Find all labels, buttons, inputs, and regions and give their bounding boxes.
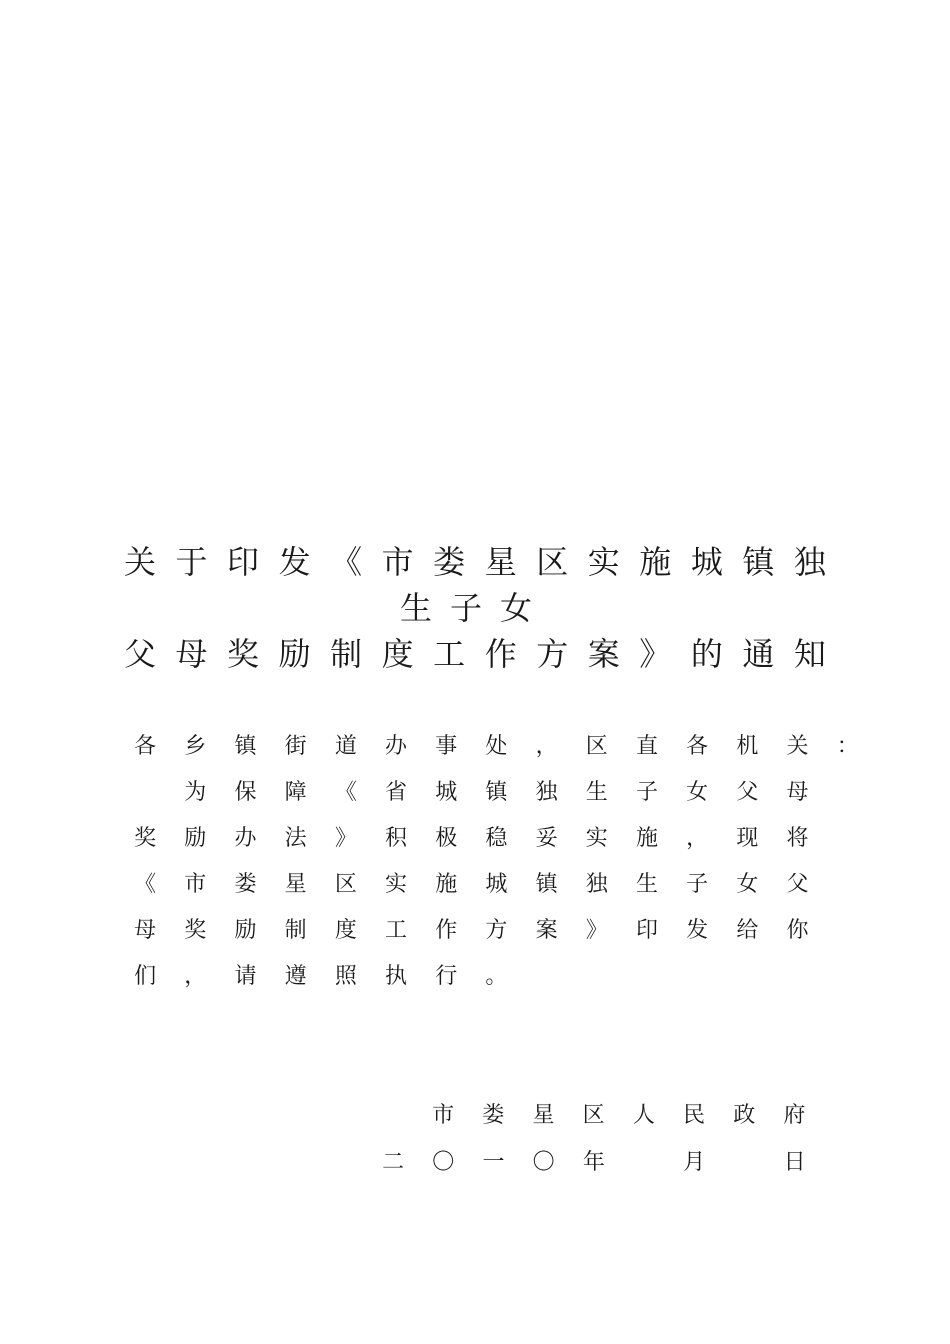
char-cell: 星 [484,543,517,581]
char-cell: 娄 [433,543,466,581]
char-cell: 女 [686,780,709,805]
char-cell: 父 [736,780,759,805]
char-cell: ， [686,826,709,851]
char-cell: 奖 [184,918,207,943]
char-cell: 民 [683,1103,706,1128]
char-cell: 度 [334,918,357,943]
char-cell: 子 [635,780,658,805]
char-cell [120,778,170,808]
char-cell: 星 [284,872,307,897]
char-cell: 区 [536,543,569,581]
char-cell: 区 [582,1103,605,1128]
char-cell: 城 [690,543,723,581]
char-cell: 方 [485,918,508,943]
char-cell: 一 [482,1150,505,1175]
char-cell: 积 [385,826,408,851]
char-cell: 办 [234,826,257,851]
char-cell: 》 [585,918,608,943]
char-cell: 案 [587,635,620,673]
char-cell: ， [535,734,558,759]
char-cell: 独 [585,872,608,897]
char-cell: 将 [786,826,809,851]
char-cell: 府 [783,1103,806,1128]
char-cell: 励 [278,635,311,673]
char-cell: 《 [330,543,363,581]
body-line-4 [120,916,823,946]
char-cell: 法 [284,826,307,851]
char-cell: 独 [793,543,826,581]
char-cell: 现 [736,826,759,851]
char-cell: 施 [635,826,658,851]
char-cell: 日 [783,1150,806,1175]
document-title-line-2: 生子女 [399,589,550,627]
char-cell: 通 [742,635,775,673]
char-cell: 实 [385,872,408,897]
document-title-line-1 [120,542,830,582]
char-cell: 案 [535,918,558,943]
char-cell [719,1148,769,1178]
char-cell: 事 [435,734,458,759]
char-cell: ： [836,734,859,759]
char-cell: 你 [786,918,809,943]
char-cell: 制 [330,635,363,673]
char-cell: 工 [433,635,466,673]
char-cell: 制 [284,918,307,943]
char-cell: 作 [435,918,458,943]
char-cell: 生 [585,780,608,805]
char-cell: 印 [227,543,260,581]
char-cell: 生 [635,872,658,897]
char-cell: 区 [585,734,608,759]
char-cell: 励 [184,826,207,851]
char-cell: 们 [134,964,157,989]
char-cell: 子 [686,872,709,897]
char-cell: 乡 [184,734,207,759]
char-cell: 镇 [234,734,257,759]
char-cell: 的 [690,635,723,673]
body-line-5 [120,962,522,992]
char-cell: 办 [385,734,408,759]
salutation [120,732,873,762]
char-cell: 独 [535,780,558,805]
char-cell: 障 [284,780,307,805]
char-cell: 《 [134,872,157,897]
char-cell: 女 [736,872,759,897]
char-cell: 区 [334,872,357,897]
char-cell: 极 [435,826,458,851]
char-cell: 遵 [284,964,307,989]
signature-org [418,1101,820,1131]
char-cell: 执 [385,964,408,989]
char-cell: 各 [686,734,709,759]
char-cell: 机 [736,734,759,759]
char-cell: 父 [123,635,156,673]
char-cell: 政 [733,1103,756,1128]
char-cell: 年 [582,1150,605,1175]
char-cell: 照 [334,964,357,989]
char-cell: 工 [385,918,408,943]
char-cell: 实 [587,543,620,581]
char-cell: 发 [278,543,311,581]
char-cell: 处 [485,734,508,759]
char-cell: 为 [184,780,207,805]
char-cell: 请 [234,964,257,989]
char-cell: 人 [632,1103,655,1128]
char-cell: 知 [793,635,826,673]
char-cell: 励 [234,918,257,943]
char-cell: 城 [485,872,508,897]
char-cell: 稳 [485,826,508,851]
char-cell: 二 [382,1150,405,1175]
char-cell: 度 [381,635,414,673]
char-cell: ， [184,964,207,989]
char-cell: 妥 [535,826,558,851]
char-cell: 施 [639,543,672,581]
char-cell: 奖 [134,826,157,851]
char-cell: 市 [432,1103,455,1128]
char-cell: 〇 [432,1150,455,1175]
char-cell: 直 [635,734,658,759]
char-cell: 印 [635,918,658,943]
char-cell: 发 [686,918,709,943]
char-cell: 市 [381,543,414,581]
char-cell: 镇 [535,872,558,897]
char-cell: 实 [585,826,608,851]
char-cell: 月 [683,1150,706,1175]
document-title-line-3 [120,634,830,674]
char-cell: 市 [184,872,207,897]
body-line-2 [120,824,823,854]
char-cell: 父 [786,872,809,897]
char-cell: 省 [385,780,408,805]
char-cell [619,1148,669,1178]
char-cell: 道 [334,734,357,759]
char-cell: 作 [484,635,517,673]
char-cell: 行 [435,964,458,989]
signature-date [368,1148,820,1178]
char-cell: 娄 [482,1103,505,1128]
char-cell: 街 [284,734,307,759]
char-cell: 镇 [485,780,508,805]
char-cell: 》 [639,635,672,673]
char-cell: 。 [485,964,508,989]
char-cell: 关 [786,734,809,759]
char-cell: 保 [234,780,257,805]
char-cell: 母 [134,918,157,943]
body-line-1 [120,778,823,808]
char-cell: 施 [435,872,458,897]
char-cell: 《 [334,780,357,805]
char-cell: 城 [435,780,458,805]
char-cell: 母 [786,780,809,805]
char-cell: 方 [536,635,569,673]
char-cell: 给 [736,918,759,943]
char-cell: 星 [532,1103,555,1128]
char-cell: 关 [123,543,156,581]
char-cell: 》 [334,826,357,851]
char-cell: 娄 [234,872,257,897]
char-cell: 各 [134,734,157,759]
char-cell: 奖 [227,635,260,673]
body-line-3 [120,870,823,900]
char-cell: 镇 [742,543,775,581]
char-cell: 母 [175,635,208,673]
char-cell: 于 [175,543,208,581]
char-cell: 〇 [532,1150,555,1175]
